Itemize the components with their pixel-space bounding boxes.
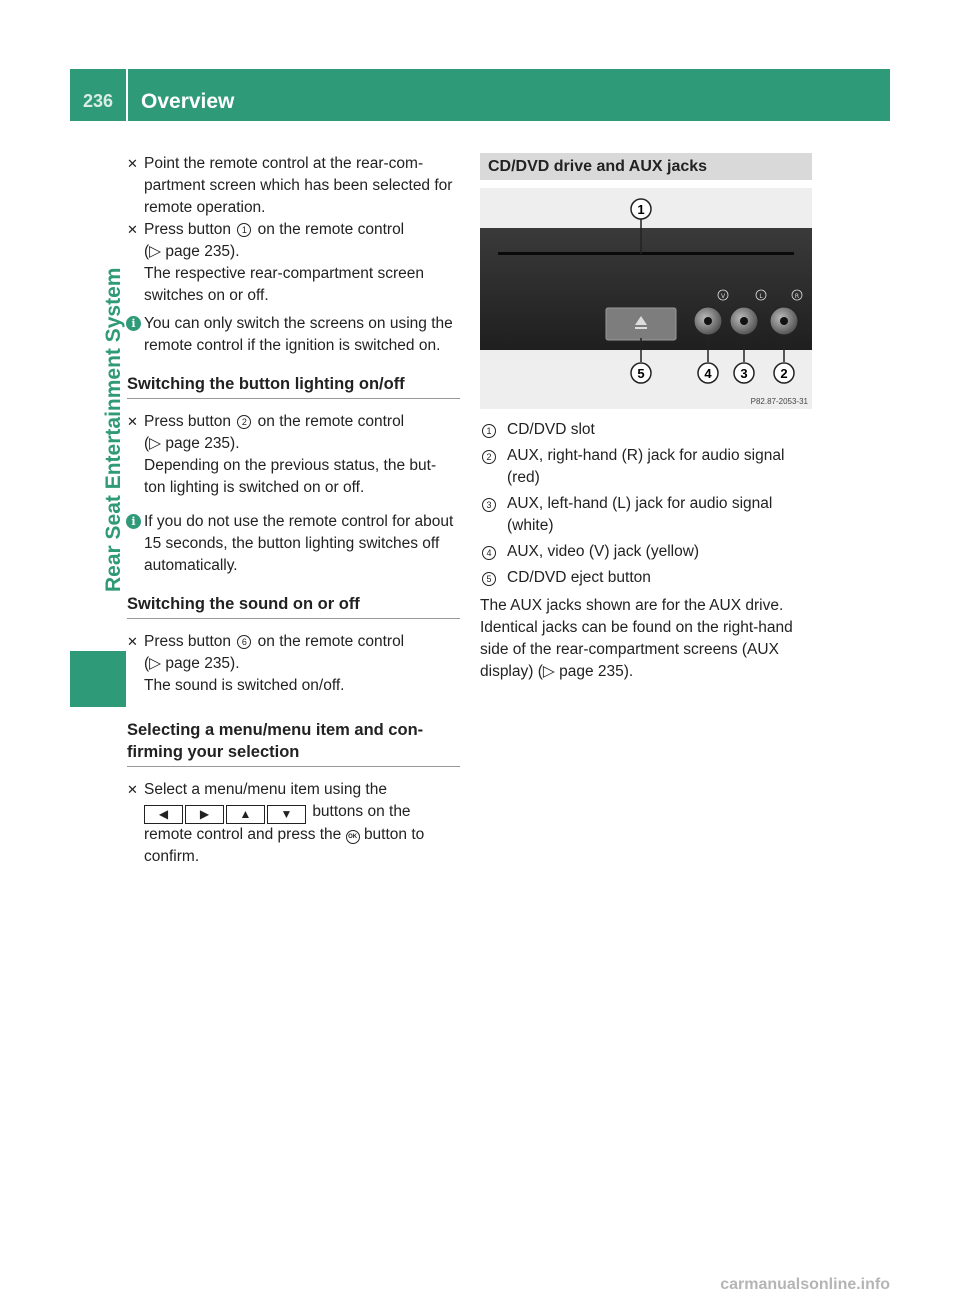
legend-text: CD/DVD slot [507,421,595,438]
side-tab-block [70,651,126,707]
right-key-icon: ▶ [185,805,224,824]
callout-4 [698,363,718,383]
cd-dvd-drive-illustration [480,188,812,409]
cd-dvd-slot [498,252,794,255]
step-text: button to confirm. [144,826,425,865]
box-title: CD/DVD drive and AUX jacks [480,153,812,180]
legend-text: AUX, left-hand (L) jack for audio signal (white) [507,495,773,534]
jack-label-v: V [720,293,726,300]
left-column [127,153,460,868]
info-note [127,511,460,577]
svg-text:1: 1 [637,202,645,217]
up-key-icon: ▲ [226,805,265,824]
callout-3 [734,363,754,383]
step-text: Press button [144,221,232,238]
info-text: If you do not use the remote control for about 15 seconds, the button lighting switches off automatically. [144,513,454,574]
legend-item [480,445,812,489]
step-press-button-1: ✕ Press button 1 on the remote control (▷ page 235). The respective rear-compartment screen switches on or off. [127,221,424,304]
page-reference[interactable]: page 235). [165,243,240,260]
step-text: remote control and press the [144,826,342,843]
step-result: Depending on the previous status, the but- ton lighting is switched on or off. [144,457,437,496]
section-heading: Switching the sound on or off [127,593,460,619]
section-heading: Switching the button lighting on/off [127,373,460,399]
legend-item [480,493,812,537]
legend-item [480,541,812,563]
down-key-icon: ▼ [267,805,306,824]
step-press-button-2: ✕ Press button 2 on the remote control (▷ page 235). Depending on the previous status, the but- ton lighting is switched on or off. [127,413,437,496]
jack-label-r: R [794,293,800,300]
step-text: Select a menu/menu item using the [144,781,387,798]
step-point-remote [127,153,460,219]
legend-number: 1 [482,424,496,438]
legend-text: CD/DVD eject button [507,569,651,586]
info-text: You can only switch the screens on using the remote control if the ignition is switched on. [144,315,453,354]
step-text: Point the remote control at the rear-com- partment screen which has been selected for remote operation. [144,155,453,216]
info-icon: i [126,514,141,529]
page-ref-arrow-icon: ▷ [149,655,162,672]
callout-number: 1 [237,223,251,237]
info-note [127,313,460,357]
info-icon: i [126,316,141,331]
header-divider [126,69,128,121]
callout-number: 6 [237,635,251,649]
page-reference[interactable]: page 235). [165,655,240,672]
right-column [480,153,812,699]
step-arrow-icon: ✕ [127,414,138,429]
jack-label-l: L [759,293,763,300]
legend-item [480,567,812,589]
svg-text:5: 5 [637,366,645,381]
legend-number: 4 [482,546,496,560]
legend-text: AUX, video (V) jack (yellow) [507,543,700,560]
side-tab-label: Rear Seat Entertainment System [102,267,125,592]
step-text: Press button [144,633,232,650]
legend-item [480,419,812,441]
section-heading: Selecting a menu/menu item and con- firming your selection [127,719,460,767]
page-title: Overview [141,90,235,113]
step-result: The sound is switched on/off. [144,677,345,694]
legend-number: 2 [482,450,496,464]
left-key-icon: ◀ [144,805,183,824]
step-text: on the remote control [257,413,405,430]
step-result: The respective rear-compartment screen switches on or off. [144,265,424,304]
body-paragraph [480,595,812,683]
step-arrow-icon: ✕ [127,222,138,237]
legend-number: 3 [482,498,496,512]
callout-2 [774,363,794,383]
cd-dvd-figure [480,188,812,409]
ok-button-icon: OK [346,830,360,844]
figure-code: P82.87-2053-31 [750,397,808,406]
step-text: on the remote control [257,221,405,238]
page-reference[interactable]: page 235). [559,663,634,680]
step-arrow-icon: ✕ [127,782,138,797]
page-ref-arrow-icon: ▷ [149,435,162,452]
step-arrow-icon: ✕ [127,634,138,649]
svg-text:3: 3 [740,366,748,381]
callout-5 [631,363,651,383]
callout-number: 2 [237,415,251,429]
callout-1 [631,199,651,219]
step-text: Press button [144,413,232,430]
step-text: buttons on the [312,803,411,820]
legend-text: AUX, right-hand (R) jack for audio signal (red) [507,447,785,486]
step-press-button-6: ✕ Press button 6 on the remote control (▷ page 235). The sound is switched on/off. [127,633,405,694]
svg-text:2: 2 [780,366,788,381]
legend-number: 5 [482,572,496,586]
paragraph-text: The AUX jacks shown are for the AUX drive. Identical jacks can be found on the right-hand side of the rear-compartment screens (AUX display) ( [480,597,793,680]
watermark: carmanualsonline.info [720,1276,890,1293]
step-select-menu [127,779,460,868]
page-ref-arrow-icon: ▷ [542,663,555,680]
page-ref-arrow-icon: ▷ [149,243,162,260]
page-reference[interactable]: page 235). [165,435,240,452]
svg-text:4: 4 [704,366,712,381]
step-arrow-icon: ✕ [127,156,138,171]
page-number: 236 [82,91,114,111]
step-text: on the remote control [257,633,405,650]
